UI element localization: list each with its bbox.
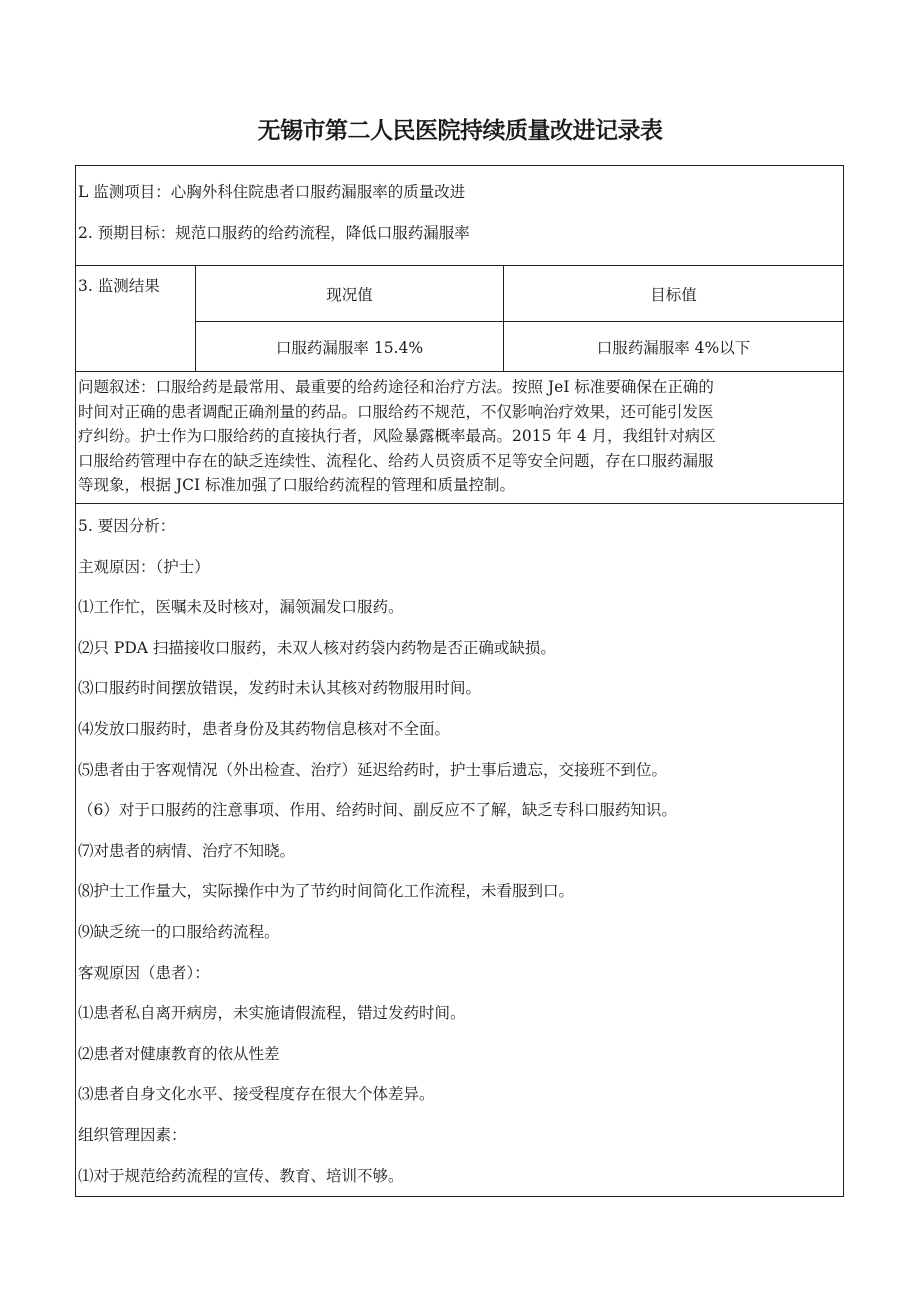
subjective-item: ⑼缺乏统一的口服给药流程。 xyxy=(78,922,280,941)
subjective-item: ⑵只 PDA 扫描接收口服药，未双人核对药袋内药物是否正确或缺损。 xyxy=(78,638,556,657)
quality-improvement-table xyxy=(75,165,844,1197)
subjective-item: （6）对于口服药的注意事项、作用、给药时间、副反应不了解，缺乏专科口服药知识。 xyxy=(78,801,677,820)
org-title: 组织管理因素： xyxy=(78,1125,187,1144)
problem-line: 等现象，根据 JCI 标准加强了口服给药流程的管理和质量控制。 xyxy=(78,476,516,494)
results-header-row xyxy=(76,266,844,322)
target-value: 口服药漏服率 4%以下 xyxy=(504,322,844,372)
objective-title: 客观原因（患者）： xyxy=(78,963,210,982)
subjective-item: ⑷发放口服药时，患者身份及其药物信息核对不全面。 xyxy=(78,719,451,738)
problem-line: 疗纠纷。护士作为口服给药的直接执行者，风险暴露概率最高。2015 年 4 月，我组针对病区 xyxy=(78,427,716,445)
subjective-item: ⑻护士工作量大，实际操作中为了节约时间简化工作流程，未看服到口。 xyxy=(78,882,575,901)
expected-goal: 2. 预期目标：规范口服药的给药流程，降低口服药漏服率 xyxy=(78,224,470,242)
monitoring-project: L 监测项目：心胸外科住院患者口服药漏服率的质量改进 xyxy=(78,183,466,201)
subjective-item: ⑺对患者的病情、治疗不知晓。 xyxy=(78,841,296,860)
project-goal-cell xyxy=(76,166,844,266)
problem-line: 时间对正确的患者调配正确剂量的药品。口服给药不规范，不仅影响治疗效果，还可能引发医 xyxy=(78,402,714,421)
cause-analysis xyxy=(76,504,844,1197)
problem-line: 口服给药管理中存在的缺乏连续性、流程化、给药人员资质不足等安全问题，存在口服药漏服 xyxy=(78,451,714,470)
analysis-title: 5. 要因分析： xyxy=(78,517,176,535)
subjective-item: ⑴工作忙，医嘱未及时核对，漏领漏发口服药。 xyxy=(78,598,404,617)
results-label-cell xyxy=(76,266,196,372)
current-value: 口服药漏服率 15.4% xyxy=(196,322,504,372)
problem-description xyxy=(76,372,844,504)
org-item: ⑴对于规范给药流程的宣传、教育、培训不够。 xyxy=(78,1166,404,1185)
analysis-row xyxy=(76,504,844,1197)
subjective-item: ⑶口服药时间摆放错误，发药时未认其核对药物服用时间。 xyxy=(78,679,482,698)
objective-item: ⑵患者对健康教育的依从性差 xyxy=(78,1044,280,1063)
target-header: 目标值 xyxy=(504,266,844,322)
document-title: 无锡市第二人民医院持续质量改进记录表 xyxy=(257,118,663,144)
problem-row xyxy=(76,372,844,504)
objective-item: ⑴患者私自离开病房，未实施请假流程，错过发药时间。 xyxy=(78,1004,466,1023)
current-header: 现况值 xyxy=(196,266,504,322)
problem-text xyxy=(78,372,843,498)
subjective-item: ⑸患者由于客观情况（外出检查、治疗）延迟给药时，护士事后遗忘，交接班不到位。 xyxy=(78,760,668,779)
objective-item: ⑶患者自身文化水平、接受程度存在很大个体差异。 xyxy=(78,1085,435,1104)
project-goal-row xyxy=(76,166,844,266)
results-label: 3. 监测结果 xyxy=(78,277,160,295)
subjective-title: 主观原因：（护士） xyxy=(78,557,210,576)
problem-line: 问题叙述：口服给药是最常用、最重要的给药途径和治疗方法。按照 JeI 标准要确保在正确的 xyxy=(78,378,714,396)
